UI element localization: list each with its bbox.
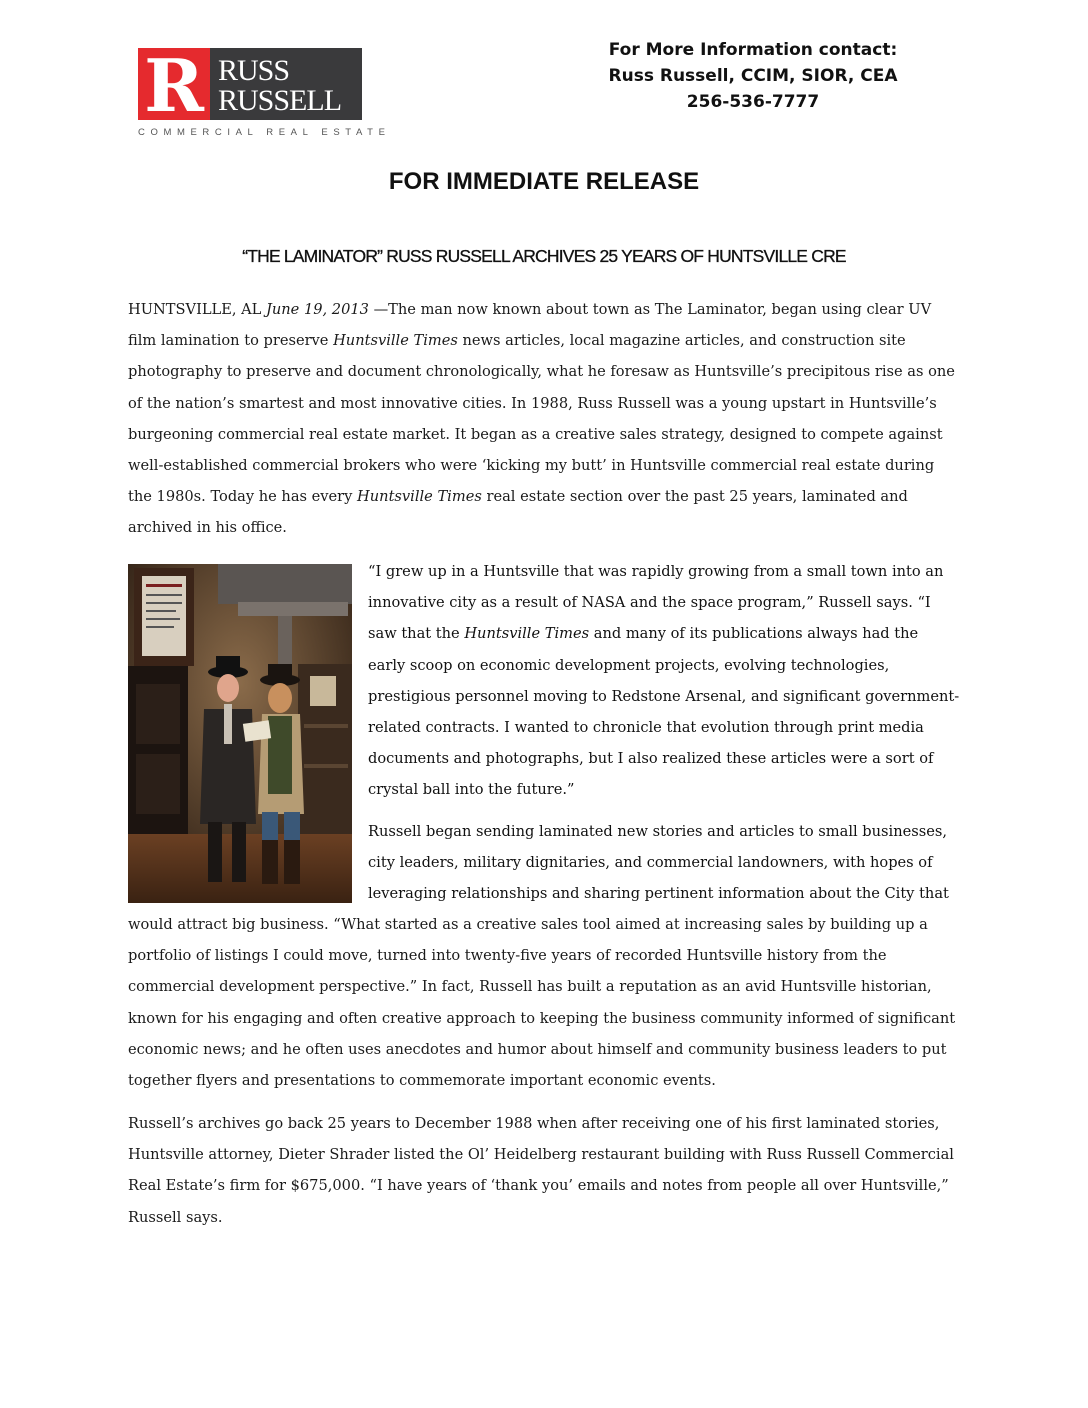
company-logo bbox=[138, 43, 391, 140]
paragraph-1-text-a: —The man now known about town as The Laminator, began using clear UV film lamination to preserve bbox=[128, 301, 932, 350]
logo-name-line2: RUSSELL bbox=[218, 84, 342, 117]
paragraph-2-text-a: “I grew up in a Huntsville that was rapidly growing from a small town into an innovative city as a result of NASA and the space program,” Russell says. “I saw that the bbox=[368, 563, 944, 643]
paragraph-2-text-b: and many of its publications always had the early scoop on economic development projects, evolving technologies, prestigious personnel moving to Redstone Arsenal, and significant government-related contracts. I wanted to chronicle that evolution through print media documents and photographs, but I also realized these articles were a sort of crystal ball into the future.” bbox=[368, 625, 960, 799]
contact-name: Russ Russell, CCIM, SIOR, CEA bbox=[608, 66, 898, 86]
publication-name: Huntsville Times bbox=[333, 332, 458, 350]
logo-mark bbox=[138, 43, 210, 128]
publication-name: Huntsville Times bbox=[464, 625, 590, 643]
paragraph-1-text-c: real estate section over the past 25 years, laminated and archived in his office. bbox=[128, 488, 908, 537]
paragraph-3-text: would attract big business. “What started as a creative sales tool aimed at increasing sales by building up a portfolio of listings I could move, turned into twenty-five years of recorded Huntsville history from the commercial development perspective.” In fact, Russell has built a reputation as an avid Huntsville historian, known for his engaging and often creative approach to keeping the business community informed of significant economic news; and he often uses anecdotes and humor about himself and community business leaders to put together flyers and presentations to commemorate important economic events. bbox=[128, 916, 956, 1090]
photo-two-men-in-period-costume bbox=[128, 564, 352, 903]
paragraph-1-text-b: news articles, local magazine articles, and construction site photography to preserve and document chronologically, what he foresaw as Huntsville’s precipitous rise as one of the nation’s smartest and most innovative cities. In 1988, Russ Russell was a young upstart in Huntsville’s burgeoning commercial real estate market. It began as a creative sales strategy, designed to compete against well-established commercial brokers who were ‘kicking my butt’ in Huntsville commercial real estate during the 1980s. Today he has every bbox=[128, 332, 955, 506]
contact-phone: 256-536-7777 bbox=[686, 92, 820, 112]
logo-wordmark bbox=[210, 48, 362, 120]
logo-mark-letter: R bbox=[144, 43, 204, 128]
paragraph-4-text: Russell’s archives go back 25 years to December 1988 when after receiving one of his first laminated stories, Huntsville attorney, Dieter Shrader listed the Ol’ Heidelberg restaurant building with Russ Russell Commercial Real Estate’s firm for $675,000. “I have years of ‘thank you’ emails and notes from people all over Huntsville,” Russell says. bbox=[128, 1115, 954, 1226]
headline: “THE LAMINATOR” RUSS RUSSELL ARCHIVES 25 YEARS OF HUNTSVILLE CRE bbox=[242, 246, 846, 266]
contact-block bbox=[560, 37, 946, 115]
dateline: HUNTSVILLE, AL bbox=[128, 301, 267, 318]
logo-name-line1: RUSS bbox=[218, 54, 290, 87]
publication-name: Huntsville Times bbox=[357, 488, 482, 506]
paragraph-4 bbox=[128, 1108, 960, 1233]
release-label: FOR IMMEDIATE RELEASE bbox=[388, 168, 700, 195]
paragraph-2 bbox=[368, 556, 960, 806]
paragraph-3-continued bbox=[128, 909, 960, 1096]
contact-heading: For More Information contact: bbox=[608, 40, 898, 60]
logo-tagline: COMMERCIAL REAL ESTATE bbox=[138, 127, 391, 138]
paragraph-3-beside-photo: Russell began sending laminated new stories and articles to small businesses, city leaders, military dignitaries, and commercial landowners, with hopes of leveraging relationships and sharing pertinent information about the City that bbox=[368, 823, 949, 903]
release-date: June 19, 2013 bbox=[266, 301, 369, 318]
paragraph-1 bbox=[128, 294, 960, 544]
